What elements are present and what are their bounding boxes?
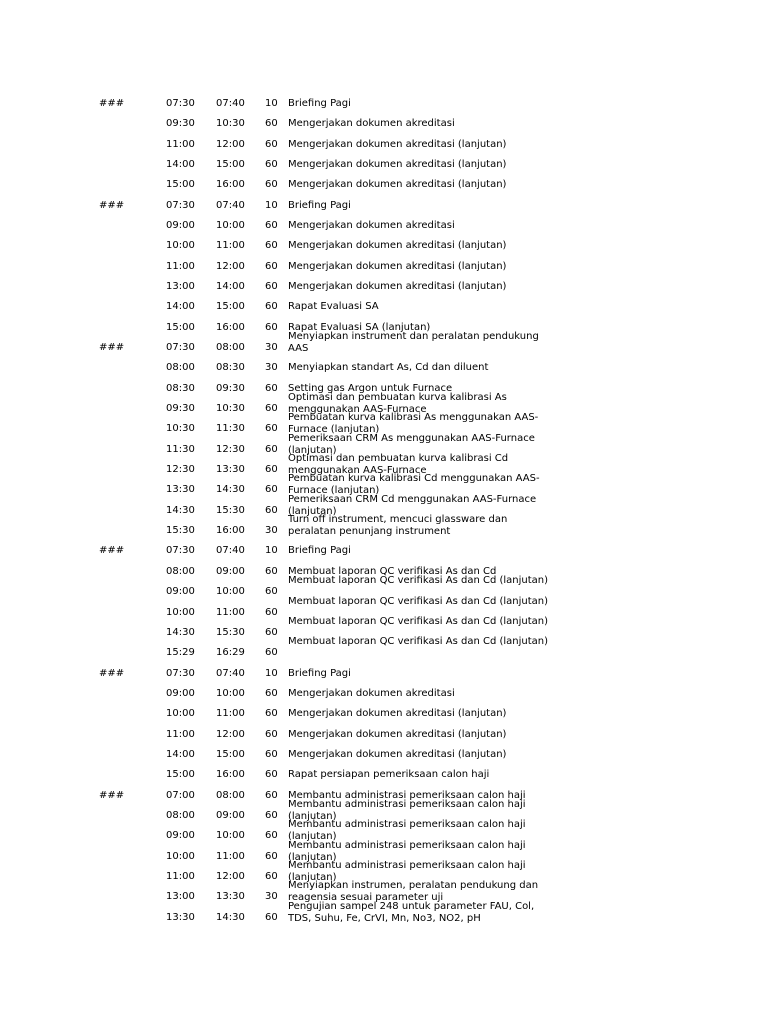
start-time-cell: 07:30 — [166, 545, 195, 557]
activity-cell: Turn off instrument, mencuci glassware dan peralatan penunjang instrument — [288, 514, 508, 538]
duration-cell: 60 — [265, 220, 278, 232]
duration-cell: 60 — [265, 382, 278, 394]
start-time-cell: 13:30 — [166, 911, 195, 923]
activity-cell: Mengerjakan dokumen akreditasi — [288, 220, 455, 232]
table-row — [0, 331, 768, 358]
end-time-cell: 16:00 — [216, 321, 245, 333]
activity-cell: Pengujian sampel 248 untuk parameter FAU, Col, TDS, Suhu, Fe, CrVI, Mn, No3, NO2, pH — [288, 900, 535, 924]
table-row — [0, 765, 768, 785]
end-time-cell: 15:00 — [216, 159, 245, 171]
duration-cell: 60 — [265, 504, 278, 516]
end-time-cell: 07:40 — [216, 199, 245, 211]
end-time-cell: 14:30 — [216, 484, 245, 496]
duration-cell: 60 — [265, 789, 278, 801]
duration-cell: 60 — [265, 748, 278, 760]
start-time-cell: 09:00 — [166, 220, 195, 232]
activity-cell: Membantu administrasi pemeriksaan calon haji — [288, 789, 526, 801]
start-time-cell: 09:30 — [166, 403, 195, 415]
activity-cell: Menyiapkan standart As, Cd dan diluent — [288, 362, 489, 374]
end-time-cell: 07:40 — [216, 667, 245, 679]
activity-cell: Membuat laporan QC verifikasi As dan Cd (lanjutan) — [288, 595, 549, 607]
start-time-cell: 13:00 — [166, 281, 195, 293]
duration-cell: 60 — [265, 423, 278, 435]
activity-cell: Pembuatan kurva kalibrasi Cd menggunakan AAS-Furnace (lanjutan) — [288, 473, 540, 497]
start-time-cell: 10:00 — [166, 606, 195, 618]
table-row — [0, 155, 768, 175]
activity-cell: Rapat Evaluasi SA — [288, 301, 379, 313]
activity-cell: Mengerjakan dokumen akreditasi (lanjutan) — [288, 728, 507, 740]
end-time-cell: 16:29 — [216, 647, 245, 659]
end-time-cell: 16:00 — [216, 525, 245, 537]
start-time-cell: 11:00 — [166, 728, 195, 740]
duration-cell: 60 — [265, 870, 278, 882]
start-time-cell: 14:00 — [166, 159, 195, 171]
activity-cell: Mengerjakan dokumen akreditasi (lanjutan) — [288, 240, 507, 252]
duration-cell: 60 — [265, 118, 278, 130]
start-time-cell: 07:30 — [166, 98, 195, 109]
activity-cell: Mengerjakan dokumen akreditasi (lanjutan) — [288, 281, 507, 293]
start-time-cell: 07:30 — [166, 667, 195, 679]
duration-cell: 60 — [265, 606, 278, 618]
activity-cell: Membantu administrasi pemeriksaan calon haji (lanjutan) — [288, 819, 526, 843]
start-time-cell: 10:00 — [166, 850, 195, 862]
end-time-cell: 09:30 — [216, 382, 245, 394]
duration-cell: 60 — [265, 240, 278, 252]
start-time-cell: 15:30 — [166, 525, 195, 537]
activity-cell: Mengerjakan dokumen akreditasi (lanjutan) — [288, 159, 507, 171]
table-row — [0, 196, 768, 216]
start-time-cell: 09:00 — [166, 586, 195, 598]
end-time-cell: 08:00 — [216, 789, 245, 801]
duration-cell: 60 — [265, 138, 278, 150]
activity-cell: Mengerjakan dokumen akreditasi (lanjutan) — [288, 179, 507, 191]
activity-cell: Mengerjakan dokumen akreditasi — [288, 118, 455, 130]
table-row — [0, 358, 768, 378]
duration-cell: 60 — [265, 443, 278, 455]
activity-cell: Pembuatan kurva kalibrasi As menggunakan AAS-Furnace (lanjutan) — [288, 412, 539, 436]
activity-cell: Membantu administrasi pemeriksaan calon haji (lanjutan) — [288, 859, 526, 883]
end-time-cell: 08:00 — [216, 342, 245, 354]
end-time-cell: 11:00 — [216, 606, 245, 618]
end-time-cell: 11:00 — [216, 240, 245, 252]
start-time-cell: 12:30 — [166, 464, 195, 476]
table-row — [0, 297, 768, 317]
activity-cell: Mengerjakan dokumen akreditasi — [288, 687, 455, 699]
end-time-cell: 09:00 — [216, 809, 245, 821]
end-time-cell: 12:30 — [216, 443, 245, 455]
activity-cell: Membuat laporan QC verifikasi As dan Cd (lanjutan) — [288, 615, 549, 627]
duration-cell: 60 — [265, 565, 278, 577]
end-time-cell: 13:30 — [216, 891, 245, 903]
end-time-cell: 15:30 — [216, 626, 245, 638]
date-cell: ### — [99, 545, 125, 557]
activity-cell: Membuat laporan QC verifikasi As dan Cd — [288, 565, 497, 577]
table-row — [0, 114, 768, 134]
date-cell: ### — [99, 667, 125, 679]
activity-cell: Optimasi dan pembuatan kurva kalibrasi Cd menggunakan AAS-Furnace — [288, 453, 509, 477]
end-time-cell: 12:00 — [216, 728, 245, 740]
table-row — [0, 664, 768, 684]
activity-cell: Briefing Pagi — [288, 98, 351, 109]
start-time-cell: 14:30 — [166, 626, 195, 638]
duration-cell: 60 — [265, 301, 278, 313]
start-time-cell: 11:00 — [166, 870, 195, 882]
start-time-cell: 15:00 — [166, 179, 195, 191]
duration-cell: 60 — [265, 911, 278, 923]
end-time-cell: 10:30 — [216, 403, 245, 415]
duration-cell: 60 — [265, 647, 278, 659]
end-time-cell: 11:00 — [216, 850, 245, 862]
duration-cell: 60 — [265, 586, 278, 598]
end-time-cell: 12:00 — [216, 138, 245, 150]
duration-cell: 60 — [265, 850, 278, 862]
duration-cell: 60 — [265, 403, 278, 415]
table-row — [0, 236, 768, 256]
start-time-cell: 08:00 — [166, 565, 195, 577]
end-time-cell: 09:00 — [216, 565, 245, 577]
start-time-cell: 14:00 — [166, 748, 195, 760]
start-time-cell: 10:00 — [166, 708, 195, 720]
activity-cell: Pemeriksaan CRM As menggunakan AAS-Furnace (lanjutan) — [288, 432, 535, 456]
duration-cell: 60 — [265, 728, 278, 740]
start-time-cell: 10:00 — [166, 240, 195, 252]
end-time-cell: 07:40 — [216, 545, 245, 557]
activity-cell: Rapat Evaluasi SA (lanjutan) — [288, 321, 431, 333]
table-row — [0, 514, 768, 541]
duration-cell: 60 — [265, 260, 278, 272]
table-row — [0, 684, 768, 704]
activity-cell: Briefing Pagi — [288, 199, 351, 211]
end-time-cell: 10:00 — [216, 586, 245, 598]
duration-cell: 10 — [265, 545, 278, 557]
duration-cell: 60 — [265, 769, 278, 781]
duration-cell: 10 — [265, 98, 278, 109]
activity-cell: Membuat laporan QC verifikasi As dan Cd (lanjutan) — [288, 636, 549, 648]
start-time-cell: 15:00 — [166, 321, 195, 333]
end-time-cell: 15:30 — [216, 504, 245, 516]
activity-cell: Menyiapkan instrumen, peralatan pendukung dan reagensia sesuai parameter uji — [288, 880, 539, 904]
duration-cell: 60 — [265, 281, 278, 293]
duration-cell: 60 — [265, 464, 278, 476]
end-time-cell: 12:00 — [216, 260, 245, 272]
end-time-cell: 16:00 — [216, 769, 245, 781]
end-time-cell: 14:30 — [216, 911, 245, 923]
duration-cell: 60 — [265, 830, 278, 842]
duration-cell: 60 — [265, 179, 278, 191]
duration-cell: 60 — [265, 687, 278, 699]
activity-cell: Briefing Pagi — [288, 667, 351, 679]
activity-cell: Menyiapkan instrument dan peralatan pendukung AAS — [288, 331, 539, 355]
table-row — [0, 745, 768, 765]
activity-cell: Membantu administrasi pemeriksaan calon haji (lanjutan) — [288, 798, 526, 822]
start-time-cell: 07:30 — [166, 199, 195, 211]
date-cell: ### — [99, 342, 125, 354]
date-cell: ### — [99, 789, 125, 801]
activity-cell: Briefing Pagi — [288, 545, 351, 557]
end-time-cell: 10:30 — [216, 118, 245, 130]
activity-cell: Mengerjakan dokumen akreditasi (lanjutan) — [288, 138, 507, 150]
duration-cell: 60 — [265, 159, 278, 171]
start-time-cell: 10:30 — [166, 423, 195, 435]
duration-cell: 60 — [265, 626, 278, 638]
table-row — [0, 94, 768, 114]
duration-cell: 30 — [265, 525, 278, 537]
end-time-cell: 12:00 — [216, 870, 245, 882]
end-time-cell: 15:00 — [216, 301, 245, 313]
activity-cell: Mengerjakan dokumen akreditasi (lanjutan) — [288, 748, 507, 760]
duration-cell: 30 — [265, 362, 278, 374]
start-time-cell: 13:30 — [166, 484, 195, 496]
start-time-cell: 09:00 — [166, 830, 195, 842]
start-time-cell: 07:00 — [166, 789, 195, 801]
duration-cell: 60 — [265, 484, 278, 496]
duration-cell: 30 — [265, 342, 278, 354]
activity-cell: Mengerjakan dokumen akreditasi (lanjutan) — [288, 260, 507, 272]
start-time-cell: 13:00 — [166, 891, 195, 903]
activity-cell: Membuat laporan QC verifikasi As dan Cd (lanjutan) — [288, 575, 549, 587]
table-row — [0, 725, 768, 745]
duration-cell: 30 — [265, 891, 278, 903]
start-time-cell: 08:00 — [166, 809, 195, 821]
activity-cell: Optimasi dan pembuatan kurva kalibrasi As menggunakan AAS-Furnace — [288, 392, 507, 416]
end-time-cell: 10:00 — [216, 687, 245, 699]
end-time-cell: 13:30 — [216, 464, 245, 476]
table-row — [0, 636, 768, 663]
end-time-cell: 11:30 — [216, 423, 245, 435]
activity-cell: Pemeriksaan CRM Cd menggunakan AAS-Furnace (lanjutan) — [288, 493, 537, 517]
duration-cell: 60 — [265, 809, 278, 821]
start-time-cell: 15:00 — [166, 769, 195, 781]
start-time-cell: 14:00 — [166, 301, 195, 313]
date-cell: ### — [99, 199, 125, 211]
end-time-cell: 16:00 — [216, 179, 245, 191]
table-row — [0, 900, 768, 928]
table-row — [0, 257, 768, 277]
table-row — [0, 541, 768, 561]
start-time-cell: 14:30 — [166, 504, 195, 516]
start-time-cell: 11:00 — [166, 260, 195, 272]
end-time-cell: 10:00 — [216, 830, 245, 842]
duration-cell: 10 — [265, 667, 278, 679]
start-time-cell: 11:00 — [166, 138, 195, 150]
start-time-cell: 08:00 — [166, 362, 195, 374]
start-time-cell: 09:30 — [166, 118, 195, 130]
end-time-cell: 15:00 — [216, 748, 245, 760]
start-time-cell: 07:30 — [166, 342, 195, 354]
table-row — [0, 216, 768, 236]
end-time-cell: 10:00 — [216, 220, 245, 232]
table-row — [0, 135, 768, 155]
end-time-cell: 08:30 — [216, 362, 245, 374]
end-time-cell: 11:00 — [216, 708, 245, 720]
activity-cell: Rapat persiapan pemeriksaan calon haji — [288, 769, 490, 781]
duration-cell: 10 — [265, 199, 278, 211]
duration-cell: 60 — [265, 321, 278, 333]
end-time-cell: 07:40 — [216, 98, 245, 109]
date-cell: ### — [99, 98, 125, 109]
start-time-cell: 11:30 — [166, 443, 195, 455]
table-row — [0, 277, 768, 297]
activity-cell: Mengerjakan dokumen akreditasi (lanjutan) — [288, 708, 507, 720]
duration-cell: 60 — [265, 708, 278, 720]
activity-cell: Setting gas Argon untuk Furnace — [288, 382, 453, 394]
start-time-cell: 08:30 — [166, 382, 195, 394]
table-row — [0, 704, 768, 724]
table-row — [0, 175, 768, 195]
activity-cell: Membantu administrasi pemeriksaan calon haji (lanjutan) — [288, 839, 526, 863]
start-time-cell: 09:00 — [166, 687, 195, 699]
start-time-cell: 15:29 — [166, 647, 195, 659]
end-time-cell: 14:00 — [216, 281, 245, 293]
